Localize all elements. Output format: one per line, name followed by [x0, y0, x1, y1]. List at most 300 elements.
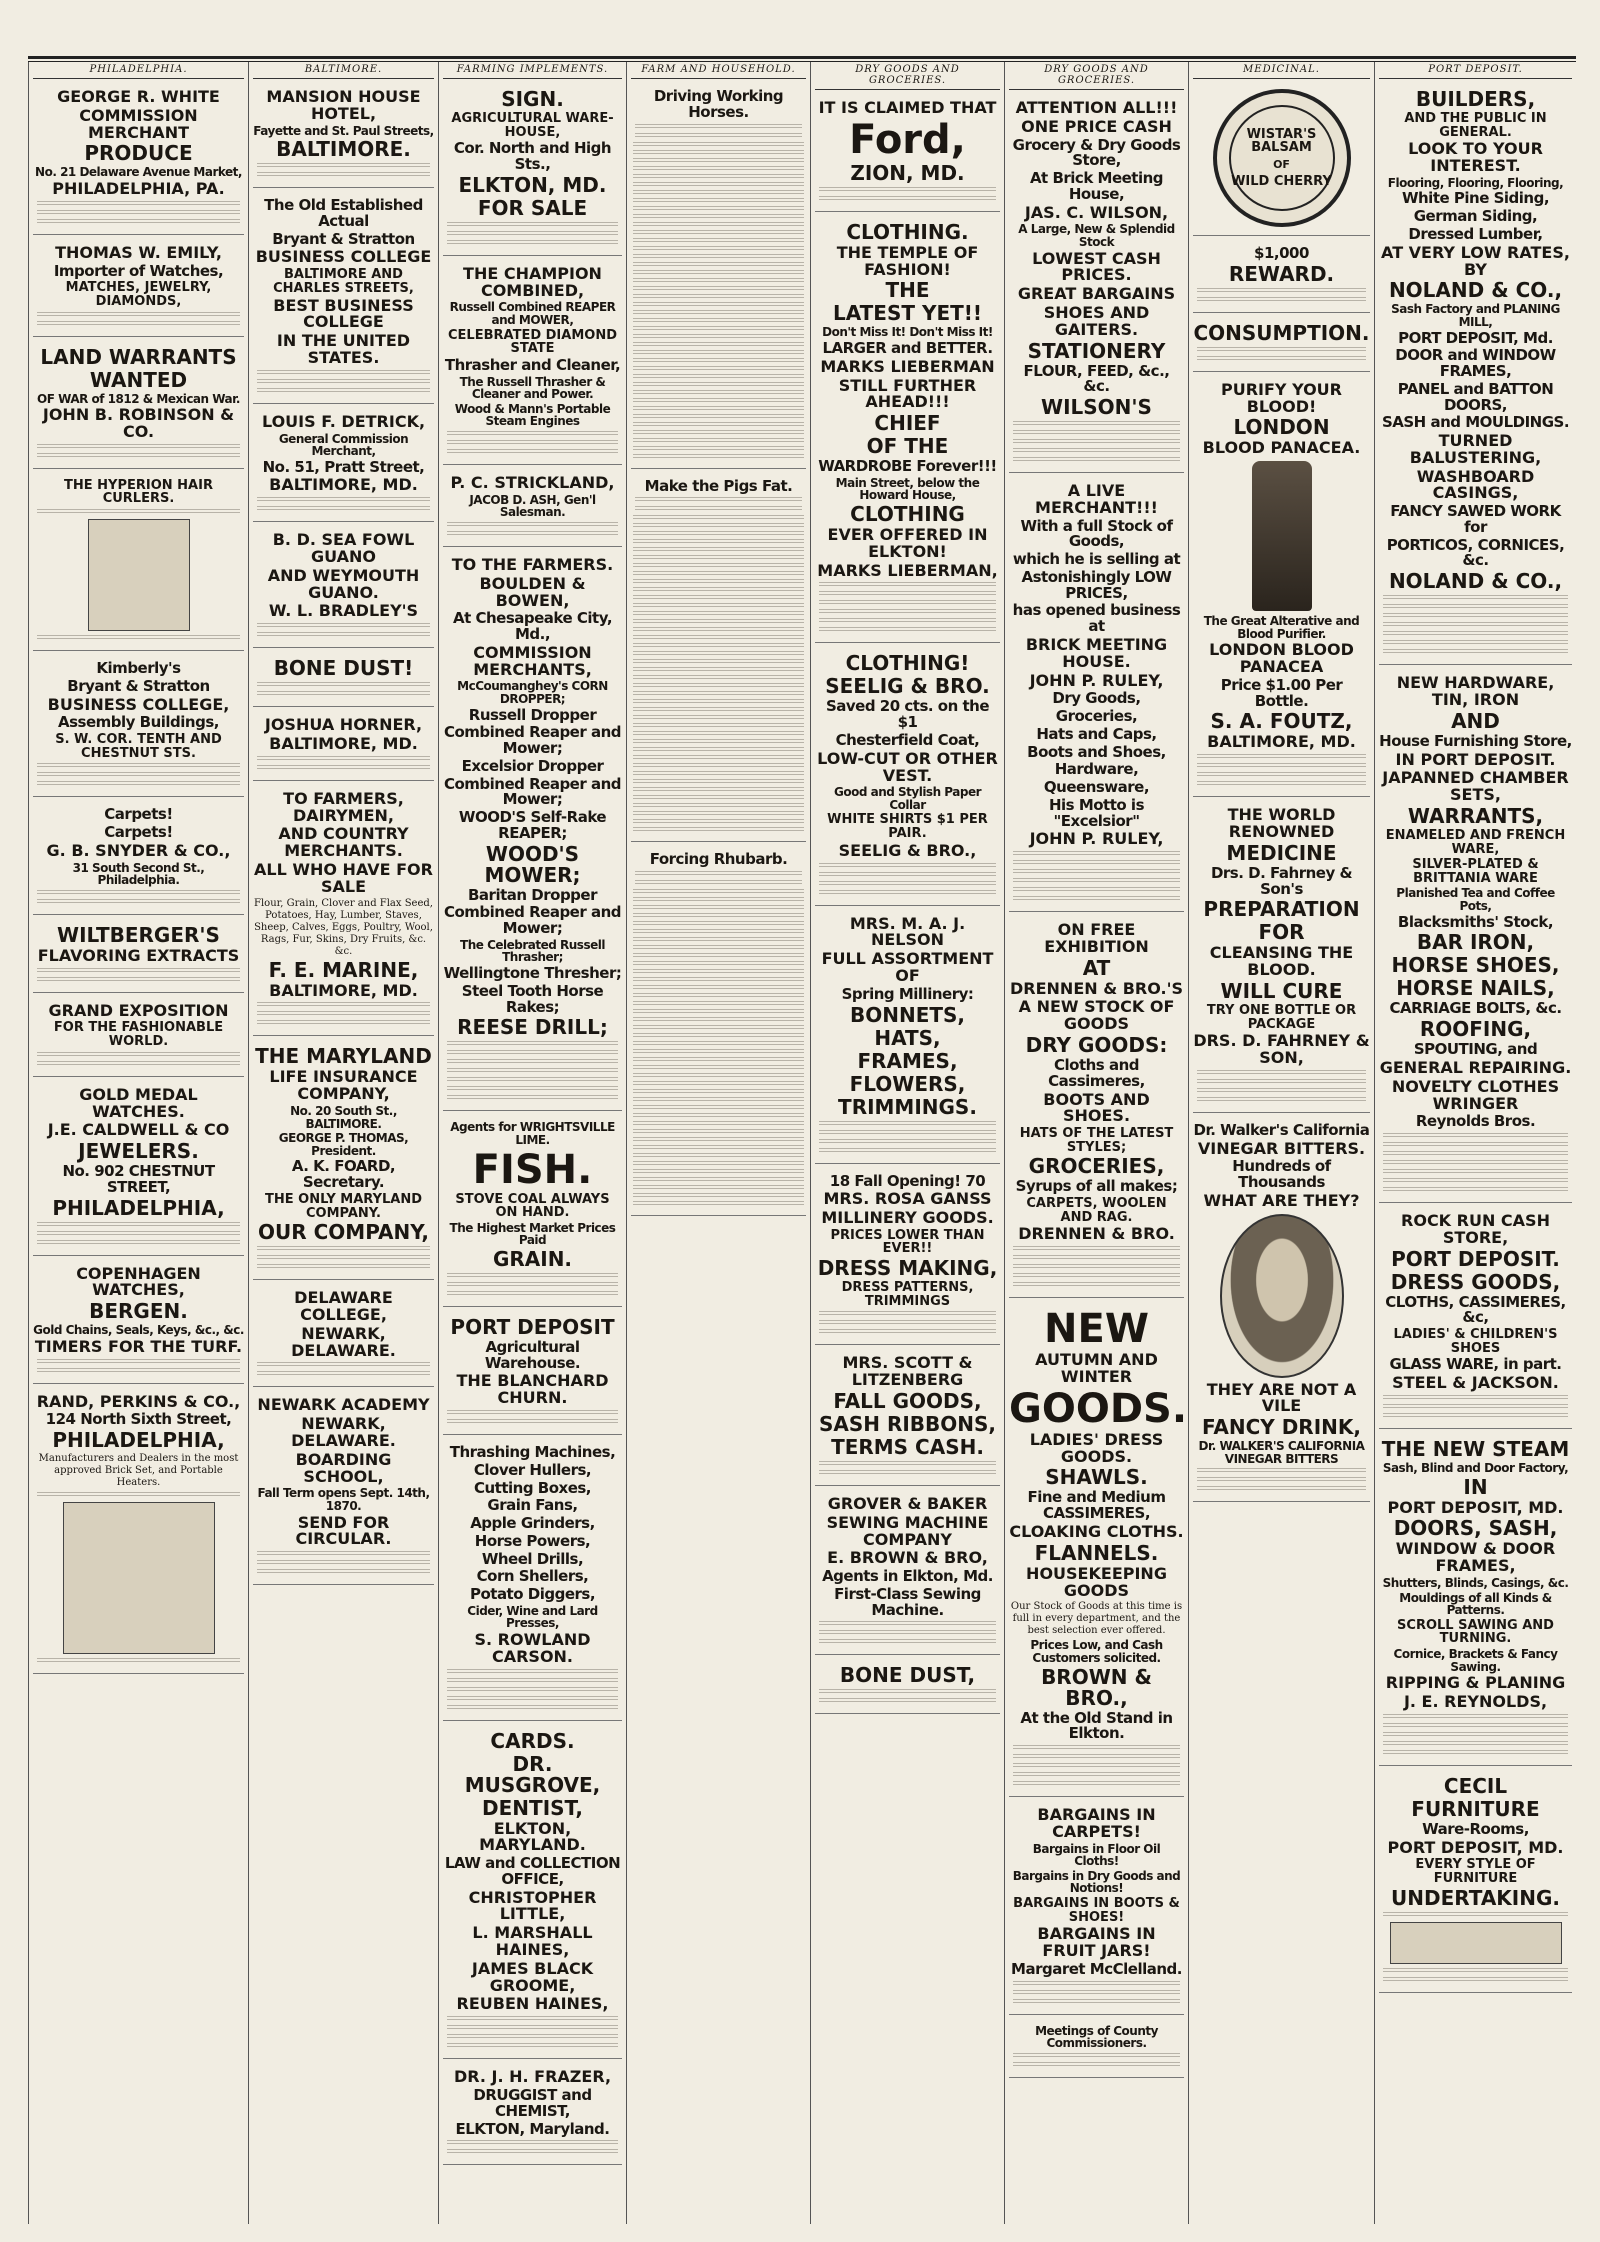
ad-line-mrs-m-a-j-nelson: MRS. M. A. J. NELSON [849, 913, 966, 950]
ad-line-london: LONDON [1233, 415, 1330, 440]
advertisement [443, 1439, 622, 1721]
body-text-lines [1013, 1255, 1180, 1261]
body-text-lines [1383, 604, 1568, 610]
ad-line-l-marshall-haines: L. MARSHALL HAINES, [472, 1923, 593, 1960]
ad-line-horse-shoes: HORSE SHOES, [1391, 953, 1560, 978]
ad-line-at-brick-meeting-house: At Brick Meeting House, [1029, 169, 1164, 203]
ad-line-of-the: OF THE [866, 434, 949, 459]
body-text-lines [1013, 2062, 1180, 2068]
ad-line-bone-dust: BONE DUST! [273, 656, 414, 681]
column-philadelphia [28, 62, 248, 2224]
ad-line-land-warrants: LAND WARRANTS [40, 344, 237, 369]
article-text-lines [633, 1041, 804, 1047]
advertisement [33, 655, 244, 797]
body-text-lines [635, 506, 802, 512]
body-text-lines [37, 977, 240, 983]
ad-line-cider-wine-and-lard-presses: Cider, Wine and Lard Presses, [467, 1603, 598, 1631]
ad-line-wellingtone-thresher: Wellingtone Thresher; [443, 964, 622, 983]
ad-line-drennen-bro-s: DRENNEN & BRO.'S [1010, 978, 1183, 998]
ad-line-reynolds-bros: Reynolds Bros. [1415, 1112, 1536, 1131]
body-text-lines [1383, 1723, 1568, 1729]
ad-line-124-north-sixth-street: 124 North Sixth Street, [45, 1410, 232, 1429]
body-text-lines [447, 1273, 618, 1279]
ad-line-1-000: $1,000 [1254, 244, 1309, 262]
advertisement [631, 473, 806, 843]
article-text-lines [633, 827, 804, 833]
ad-line-the-hyperion-hair-curlers: THE HYPERION HAIR CURLERS. [64, 477, 213, 507]
ad-line-latest-yet: LATEST YET!! [832, 301, 982, 326]
ad-line-flour-feed-c-c: FLOUR, FEED, &c., &c. [1023, 361, 1170, 396]
ad-line-sash-factory-and-planing-mill: Sash Factory and PLANING MILL, [1391, 302, 1560, 329]
advertisement [815, 1490, 1000, 1655]
ad-line-excelsior-dropper: Excelsior Dropper [461, 756, 604, 775]
body-text-lines [37, 968, 240, 974]
article-text-lines [633, 350, 804, 356]
ad-line-baltimore: BALTIMORE. [276, 137, 411, 162]
ad-line-which-he-is-selling-at: which he is selling at [1012, 550, 1181, 569]
body-text-lines [1013, 896, 1180, 902]
body-text-lines [37, 1359, 240, 1365]
body-text-lines [1013, 878, 1180, 884]
article-text-lines [633, 334, 804, 340]
article-text-lines [633, 523, 804, 529]
ad-line-noland-co: NOLAND & CO., [1388, 278, 1563, 303]
ad-line-matches-jewelry-diamonds: MATCHES, JEWELRY, DIAMONDS, [65, 280, 212, 309]
body-text-lines [1013, 457, 1180, 463]
body-text-lines [1197, 297, 1366, 303]
ad-line-business-college: BUSINESS COLLEGE [255, 247, 432, 267]
ad-line-queensware: Queensware, [1043, 778, 1150, 797]
body-text-lines [819, 1148, 996, 1154]
article-text-lines [633, 142, 804, 148]
ad-line-john-b-robinson-co: JOHN B. ROBINSON & CO. [42, 405, 235, 441]
ad-line-noland-co: NOLAND & CO., [1388, 569, 1563, 594]
body-text-lines [1197, 1079, 1366, 1085]
body-text-lines [1383, 1142, 1568, 1148]
body-text-lines [257, 623, 430, 629]
ad-line-louis-f-detrick: LOUIS F. DETRICK, [261, 411, 426, 431]
article-text-lines [633, 985, 804, 991]
ad-line-wood-s-mower: WOOD'S MOWER; [484, 841, 581, 887]
article-text-lines [633, 739, 804, 745]
article-text-lines [633, 366, 804, 372]
advertisement [253, 711, 434, 781]
body-text-lines [37, 1052, 240, 1058]
article-text-lines [633, 182, 804, 188]
column-heading: DRY GOODS AND GROCERIES. [815, 62, 1000, 90]
body-text-lines [37, 444, 240, 450]
article-text-lines [633, 515, 804, 521]
body-text-lines [257, 1362, 430, 1368]
ad-line-port-deposit: PORT DEPOSIT [450, 1314, 615, 1339]
woman-portrait-engraving-icon [88, 519, 190, 631]
body-text-lines [37, 1658, 240, 1664]
body-text-lines [447, 1059, 618, 1065]
column-dry-goods-1 [810, 62, 1004, 2224]
ad-line-meetings-of-county-commissioners: Meetings of County Commissioners. [1035, 2023, 1158, 2051]
ad-line-joshua-horner: JOSHUA HORNER, [264, 715, 423, 735]
article-text-lines [633, 771, 804, 777]
article-text-lines [633, 563, 804, 569]
ad-line-stationery: STATIONERY [1027, 338, 1166, 363]
ad-line-combined-reaper-and-mower: Combined Reaper and Mower; [443, 903, 622, 938]
ad-line-newark-academy: NEWARK ACADEMY [257, 1395, 430, 1415]
article-text-lines [633, 254, 804, 260]
ad-line-grover-baker: GROVER & BAKER [827, 1494, 988, 1513]
ad-line-george-r-white: GEORGE R. WHITE [57, 87, 220, 106]
ad-line-every-style-of-furniture: EVERY STYLE OF FURNITURE [1415, 1857, 1536, 1886]
body-text-lines [257, 632, 430, 638]
ad-line-hats: HATS, [874, 1025, 941, 1050]
article-text-lines [633, 1121, 804, 1127]
ad-line-zion-md: ZION, MD. [850, 160, 965, 185]
ad-line-forcing-rhubarb: Forcing Rhubarb. [649, 850, 788, 869]
article-text-lines [633, 358, 804, 364]
ad-line-housekeeping-goods: HOUSEKEEPING GOODS [1026, 1563, 1167, 1600]
ad-line-law-and-collection-office: LAW and COLLECTION OFFICE, [444, 1854, 621, 1888]
body-text-lines [37, 1492, 240, 1498]
ad-line-clothing: CLOTHING! [845, 651, 970, 676]
ad-line-porticos-cornices-c: PORTICOS, CORNICES, &c. [1386, 535, 1565, 570]
ad-line-p-c-strickland: P. C. STRICKLAND, [450, 472, 615, 492]
ad-line-boots-and-shoes: Boots and Shoes, [1027, 742, 1166, 761]
body-text-lines [1197, 288, 1366, 294]
ad-line-ladies-dress-goods: LADIES' DRESS GOODS. [1029, 1429, 1164, 1466]
ad-line-clover-hullers: Clover Hullers, [473, 1460, 592, 1479]
body-text-lines [447, 2034, 618, 2040]
body-text-lines [1197, 772, 1366, 778]
advertisement [253, 526, 434, 648]
ad-line-has-opened-business-at: has opened business at [1012, 601, 1181, 636]
ad-line-bryant-stratton: Bryant & Stratton [67, 676, 210, 695]
article-text-lines [633, 294, 804, 300]
ad-line-wilson-s: WILSON'S [1041, 395, 1152, 420]
ad-line-good-and-stylish-paper-collar: Good and Stylish Paper Collar [833, 785, 982, 812]
article-text-lines [633, 929, 804, 935]
body-text-lines [1013, 430, 1180, 436]
ad-line-apple-grinders: Apple Grinders, [470, 1514, 595, 1533]
body-text-lines [1383, 1732, 1568, 1738]
column-heading: BALTIMORE. [253, 62, 434, 79]
column-heading: PORT DEPOSIT. [1379, 62, 1572, 79]
ad-line-horse-nails: HORSE NAILS, [1396, 976, 1555, 1001]
ad-line-cloaking-cloths: CLOAKING CLOTHS. [1009, 1521, 1184, 1541]
ad-line-and-country-merchants: AND COUNTRY MERCHANTS. [278, 824, 409, 861]
article-text-lines [633, 1193, 804, 1199]
body-text-lines [819, 627, 996, 633]
article-text-lines [633, 905, 804, 911]
advertisement [253, 1284, 434, 1387]
advertisement [631, 83, 806, 469]
body-text-lines [1383, 1977, 1568, 1983]
article-text-lines [633, 763, 804, 769]
advertisement [33, 239, 244, 337]
article-text-lines [633, 691, 804, 697]
article-text-lines [633, 1025, 804, 1031]
ad-line-the-only-maryland-company: THE ONLY MARYLAND COMPANY. [264, 1191, 422, 1221]
article-text-lines [633, 438, 804, 444]
ad-line-the-russell-thrasher-cleaner-and: The Russell Thrasher & Cleaner and Power. [459, 374, 606, 402]
ad-line-his-motto-is-excelsior: His Motto is "Excelsior" [1048, 795, 1144, 830]
ad-line-dr-walker-s-california-vinegar-b: Dr. WALKER'S CALIFORNIA VINEGAR BITTERS [1198, 1439, 1365, 1466]
ad-line-one-price-cash: ONE PRICE CASH [1021, 116, 1172, 136]
ad-line-mrs-scott-litzenberg: MRS. SCOTT & LITZENBERG [842, 1353, 973, 1390]
article-text-lines [633, 1129, 804, 1135]
body-text-lines [1013, 1282, 1180, 1288]
body-text-lines [257, 1371, 430, 1377]
body-text-lines [1013, 1754, 1180, 1760]
body-text-lines [819, 1621, 996, 1627]
ad-line-carpets-woolen-and-rag: CARPETS, WOOLEN AND RAG. [1026, 1196, 1167, 1225]
article-text-lines [633, 595, 804, 601]
ad-line-dress-making: DRESS MAKING, [817, 1256, 998, 1281]
body-text-lines [1013, 1273, 1180, 1279]
ad-line-newark-delaware: NEWARK, DELAWARE. [291, 1323, 396, 1360]
ad-line-undertaking: UNDERTAKING. [1390, 1885, 1560, 1910]
ad-line-purify-your-blood: PURIFY YOUR BLOOD! [1220, 379, 1342, 416]
article-text-lines [633, 430, 804, 436]
body-text-lines [1383, 1714, 1568, 1720]
body-text-lines [37, 509, 240, 515]
ad-line-planished-tea-and-coffee-pots: Planished Tea and Coffee Pots, [1396, 886, 1555, 914]
article-text-lines [633, 1065, 804, 1071]
body-text-lines [1383, 1968, 1568, 1974]
body-text-lines [37, 312, 240, 318]
ad-line-importer-of-watches: Importer of Watches, [53, 261, 224, 280]
ad-line-thomas-w-emily: THOMAS W. EMILY, [55, 242, 222, 262]
ad-line-drs-d-fahrney-son-s: Drs. D. Fahrney & Son's [1210, 863, 1353, 898]
ad-line-bargains-in-dry-goods-and-notion: Bargains in Dry Goods and Notions! [1012, 1868, 1181, 1896]
ad-line-no-902-chestnut-street: No. 902 CHESTNUT STREET, [62, 1162, 215, 1196]
body-text-lines [819, 1311, 996, 1317]
body-text-lines [37, 1368, 240, 1374]
ad-line-dry-goods: Dry Goods, [1052, 689, 1141, 708]
ad-line-philadelphia: PHILADELPHIA, [52, 1428, 225, 1453]
ad-line-astonishingly-low-prices: Astonishingly LOW PRICES, [1021, 567, 1172, 602]
ad-line-send-for-circular: SEND FOR CIRCULAR. [295, 1512, 392, 1549]
ad-line-celebrated-diamond-state: CELEBRATED DIAMOND STATE [448, 327, 617, 357]
article-text-lines [633, 1049, 804, 1055]
article-text-lines [633, 1105, 804, 1111]
ad-line-port-deposit-md: PORT DEPOSIT, MD. [1387, 1837, 1564, 1857]
article-text-lines [633, 587, 804, 593]
ad-line-s-rowland-carson: S. ROWLAND CARSON. [474, 1630, 591, 1666]
ad-line-ware-rooms: Ware-Rooms, [1422, 1819, 1529, 1838]
ad-line-london-blood-panacea: LONDON BLOOD PANACEA [1209, 640, 1354, 677]
body-text-lines [819, 1329, 996, 1335]
article-text-lines [633, 1073, 804, 1079]
article-text-lines [633, 1001, 804, 1007]
ad-line-for-sale: FOR SALE [477, 195, 588, 220]
ad-line-bargains-in-fruit-jars: BARGAINS IN FRUIT JARS! [1037, 1924, 1156, 1961]
ad-line-bonnets: BONNETS, [849, 1002, 966, 1027]
masthead-rule [28, 56, 1576, 59]
ad-line-no-21-delaware-avenue-market: No. 21 Delaware Avenue Market, [35, 165, 242, 180]
body-text-lines [1197, 781, 1366, 787]
article-text-lines [633, 342, 804, 348]
ad-line-general-repairing: GENERAL REPAIRING. [1379, 1057, 1572, 1077]
column-heading: PHILADELPHIA. [33, 62, 244, 79]
ad-line-newark-delaware: NEWARK, DELAWARE. [291, 1414, 396, 1450]
ad-line-bone-dust: BONE DUST, [839, 1663, 976, 1688]
ad-line-cor-north-and-high-sts: Cor. North and High Sts., [453, 139, 612, 174]
article-text-lines [633, 286, 804, 292]
ad-line-prices-lower-than-ever: PRICES LOWER THAN EVER!! [830, 1227, 985, 1257]
body-text-lines [447, 1669, 618, 1675]
body-text-lines [819, 1639, 996, 1645]
body-text-lines [1013, 1999, 1180, 2005]
article-text-lines [633, 723, 804, 729]
article-text-lines [633, 945, 804, 951]
ad-line-on-free-exhibition: ON FREE EXHIBITION [1044, 920, 1149, 956]
body-text-lines [1013, 869, 1180, 875]
ad-line-the-blanchard-churn: THE BLANCHARD CHURN. [456, 1371, 609, 1408]
ad-line-groceries: Groceries, [1055, 707, 1138, 726]
ad-line-in-the-united-states: IN THE UNITED STATES. [276, 331, 411, 367]
body-text-lines [1383, 1413, 1568, 1419]
ad-line-jas-c-wilson: JAS. C. WILSON, [1024, 202, 1169, 222]
body-text-lines [819, 1139, 996, 1145]
ad-line-carpets: Carpets! [104, 823, 173, 842]
ad-line-bryant-stratton: Bryant & Stratton [272, 229, 415, 248]
article-text-lines [633, 454, 804, 460]
body-text-lines [819, 1130, 996, 1136]
body-text-lines [1383, 1404, 1568, 1410]
ad-line-reward: REWARD. [1228, 261, 1335, 286]
body-text-lines [1197, 1477, 1366, 1483]
advertisement [1193, 83, 1370, 236]
ad-line-flowers: FLOWERS, [849, 1071, 966, 1096]
ad-line-chief: CHIEF [874, 411, 941, 436]
ad-line-clothing: CLOTHING [850, 502, 965, 527]
ad-line-a-new-stock-of-goods: A NEW STOCK OF GOODS [1018, 997, 1175, 1034]
body-text-lines [635, 124, 802, 130]
body-text-lines [819, 618, 996, 624]
advertisement [1009, 94, 1184, 473]
body-text-lines [447, 2016, 618, 2022]
advertisement [1009, 2019, 1184, 2078]
ad-line-furniture: FURNITURE [1411, 1796, 1540, 1821]
body-text-lines [1383, 1169, 1568, 1175]
ad-line-millinery-goods: MILLINERY GOODS. [821, 1208, 994, 1228]
body-text-lines [1383, 640, 1568, 646]
body-text-lines [447, 449, 618, 455]
advertisement [815, 1349, 1000, 1486]
ad-line-what-are-they: WHAT ARE THEY? [1203, 1190, 1360, 1210]
ad-line-russell-dropper: Russell Dropper [468, 705, 597, 724]
ad-line-chesterfield-coat: Chesterfield Coat, [835, 730, 980, 749]
body-text-lines [447, 1041, 618, 1047]
body-text-lines [447, 1696, 618, 1702]
article-text-lines [633, 1113, 804, 1119]
body-text-lines [447, 2140, 618, 2146]
ad-line-to-farmers-dairymen: TO FARMERS, DAIRYMEN, [283, 788, 404, 825]
ad-line-flannels: FLANNELS. [1034, 1540, 1159, 1565]
ad-line-potato-diggers: Potato Diggers, [469, 1585, 596, 1604]
body-text-lines [1197, 356, 1366, 362]
body-text-lines [1013, 1781, 1180, 1787]
ad-line-port-deposit-md: PORT DEPOSIT, Md. [1398, 328, 1553, 347]
ad-line-produce: PRODUCE [84, 141, 193, 166]
body-text-lines [1013, 1981, 1180, 1987]
ad-line-wanted: WANTED [89, 367, 188, 392]
ad-line-driving-working-horses: Driving Working Horses. [653, 87, 784, 121]
article-text-lines [633, 715, 804, 721]
body-text-lines [37, 899, 240, 905]
ad-line-cecil: CECIL [1443, 1773, 1508, 1798]
body-text-lines [257, 691, 430, 697]
body-text-lines [1383, 1160, 1568, 1166]
body-text-lines [819, 1461, 996, 1467]
ad-line-f-e-marine: F. E. MARINE, [268, 957, 419, 982]
body-text-lines [257, 172, 430, 178]
article-text-lines [633, 1137, 804, 1143]
article-text-lines [633, 246, 804, 252]
ad-line-turned-balustering: TURNED BALUSTERING, [1409, 431, 1542, 467]
body-text-lines [1197, 1486, 1366, 1492]
ad-line-druggist-and-chemist: DRUGGIST and CHEMIST, [473, 2086, 592, 2120]
advertisement [33, 919, 244, 993]
ad-line-window-door-frames: WINDOW & DOOR FRAMES, [1395, 1539, 1556, 1576]
ad-line-wardrobe-forever: WARDROBE Forever!!! [818, 457, 997, 476]
ad-line-japanned-chamber-sets: JAPANNED CHAMBER SETS, [1382, 768, 1569, 805]
advertisement [443, 260, 622, 465]
article-text-lines [633, 889, 804, 895]
body-text-lines [257, 1569, 430, 1575]
body-text-lines [257, 163, 430, 169]
ad-line-s-w-cor-tenth-and-chestnut-sts: S. W. COR. TENTH AND CHESTNUT STS. [55, 732, 222, 761]
ad-line-bargains-in-boots-shoes: BARGAINS IN BOOTS & SHOES! [1013, 1896, 1180, 1925]
ad-line-b-d-sea-fowl-guano: B. D. SEA FOWL GUANO [272, 530, 415, 567]
article-text-lines [633, 238, 804, 244]
body-text-lines [447, 1086, 618, 1092]
ad-line-washboard-casings: WASHBOARD CASINGS, [1416, 466, 1535, 503]
ad-line-a-k-foard-secretary: A. K. FOARD, Secretary. [291, 1157, 396, 1192]
ad-line-dentist: DENTIST, [482, 1795, 583, 1820]
advertisement [1009, 477, 1184, 912]
ad-line-fall-goods: FALL GOODS, [833, 1389, 982, 1413]
advertisement [1379, 669, 1572, 1203]
ad-line-don-t-miss-it-don-t-miss-it: Don't Miss It! Don't Miss It! [822, 325, 993, 340]
body-text-lines [1197, 347, 1366, 353]
body-text-lines [1013, 448, 1180, 454]
ad-line-john-p-ruley: JOHN P. RULEY, [1029, 670, 1164, 690]
ad-line-with-a-full-stock-of-goods: With a full Stock of Goods, [1020, 516, 1173, 551]
article-text-lines [633, 374, 804, 380]
article-text-lines [633, 555, 804, 561]
body-text-lines [447, 2025, 618, 2031]
ad-line-jacob-d-ash-gen-l-salesman: JACOB D. ASH, Gen'l Salesman. [469, 492, 596, 520]
ad-line-spouting-and: SPOUTING, and [1413, 1040, 1538, 1059]
ad-line-door-and-window-frames: DOOR and WINDOW FRAMES, [1395, 346, 1556, 380]
body-text-lines [1013, 2053, 1180, 2059]
body-text-lines [1197, 1070, 1366, 1076]
article-text-lines [633, 675, 804, 681]
ad-line-trimmings: TRIMMINGS. [838, 1094, 977, 1119]
ad-line-marks-lieberman: MARKS LIEBERMAN, [817, 560, 998, 580]
ad-line-shoes-and-gaiters: SHOES AND GAITERS. [1043, 302, 1150, 339]
ad-line-christopher-little: CHRISTOPHER LITTLE, [468, 1887, 597, 1924]
article-text-lines [633, 977, 804, 983]
body-text-lines [1013, 851, 1180, 857]
article-text-lines [633, 755, 804, 761]
article-text-lines [633, 993, 804, 999]
ad-line-j-e-caldwell-co: J.E. CALDWELL & CO [47, 1120, 230, 1140]
ad-line-enameled-and-french-ware: ENAMELED AND FRENCH WARE, [1385, 827, 1566, 857]
ad-line-cards: CARDS. [490, 1728, 575, 1753]
advertisement [815, 1659, 1000, 1714]
article-text-lines [633, 174, 804, 180]
